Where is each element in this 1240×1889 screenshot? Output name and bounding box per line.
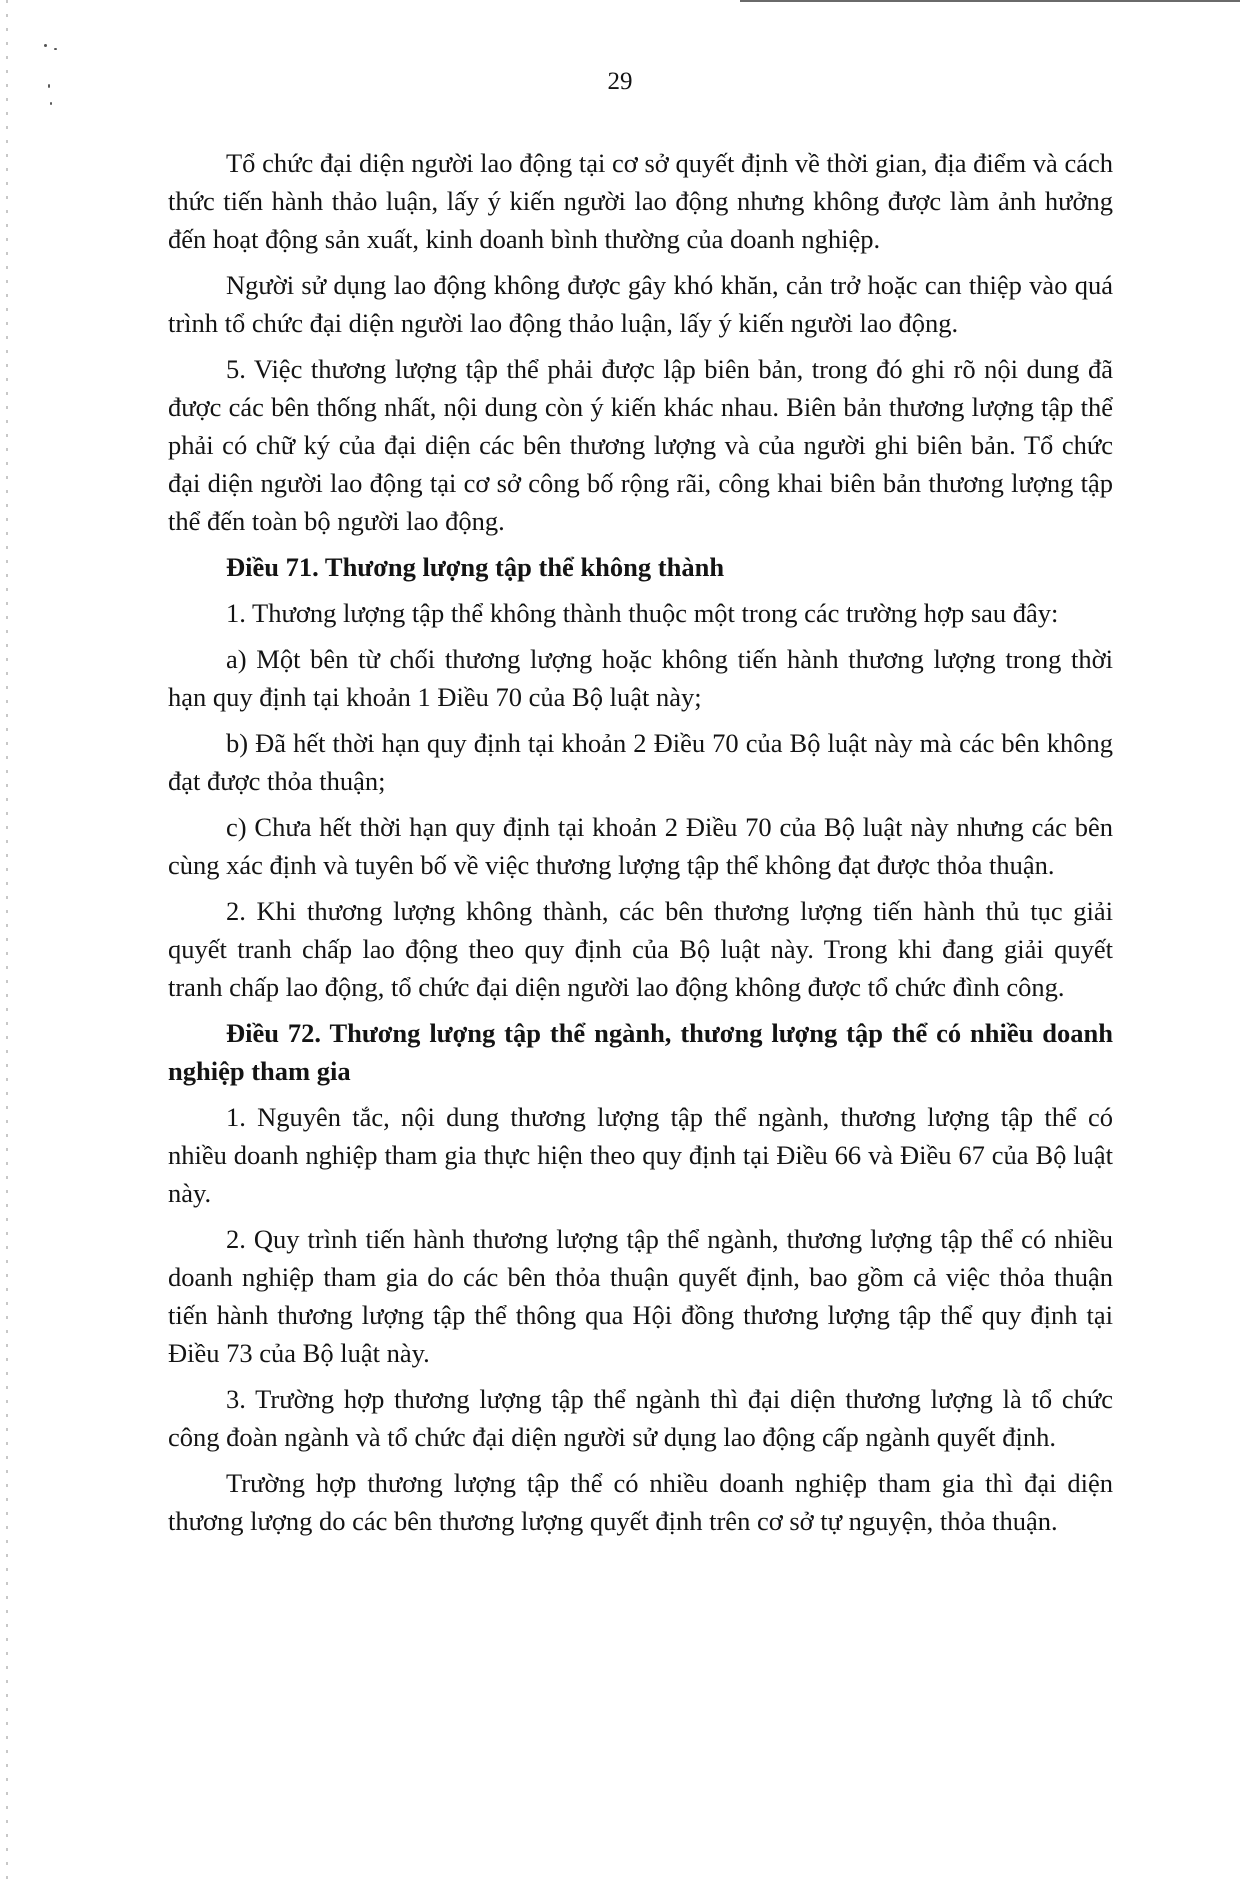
paragraph: 5. Việc thương lượng tập thể phải được lập biên bản, trong đó ghi rõ nội dung đã được các bên thống nhất, nội dung còn ý kiến khác nhau. Biên bản thương lượng tập thể phải có chữ ký của đại diện các bên thương lượng và của người ghi biên bản. Tổ chức đại diện người lao động tại cơ sở công bố rộng rãi, công khai biên bản thương lượng tập thể đến toàn bộ người lao động.	[168, 354, 1113, 536]
page-number: 29	[607, 68, 633, 95]
article-heading: Điều 71. Thương lượng tập thể không thành	[226, 552, 725, 582]
article-heading: Điều 72. Thương lượng tập thể ngành, thương lượng tập thể có nhiều doanh nghiệp tham gia	[168, 1018, 1113, 1086]
paragraph: 1. Nguyên tắc, nội dung thương lượng tập thể ngành, thương lượng tập thể có nhiều doanh nghiệp tham gia thực hiện theo quy định tại Điều 66 và Điều 67 của Bộ luật này.	[168, 1102, 1113, 1208]
paragraph: 2. Quy trình tiến hành thương lượng tập thể ngành, thương lượng tập thể có nhiều doanh nghiệp tham gia do các bên thỏa thuận quyết định, bao gồm cả việc thỏa thuận tiến hành thương lượng tập thể thông qua Hội đồng thương lượng tập thể quy định tại Điều 73 của Bộ luật này.	[168, 1224, 1113, 1368]
paragraph: Người sử dụng lao động không được gây khó khăn, cản trở hoặc can thiệp vào quá trình tổ chức đại diện người lao động thảo luận, lấy ý kiến người lao động.	[168, 270, 1113, 338]
paragraph: Tổ chức đại diện người lao động tại cơ sở quyết định về thời gian, địa điểm và cách thức tiến hành thảo luận, lấy ý kiến người lao động nhưng không được làm ảnh hưởng đến hoạt động sản xuất, kinh doanh bình thường của doanh nghiệp.	[168, 148, 1113, 254]
paragraph: a) Một bên từ chối thương lượng hoặc không tiến hành thương lượng trong thời hạn quy định tại khoản 1 Điều 70 của Bộ luật này;	[168, 644, 1113, 712]
paragraph: b) Đã hết thời hạn quy định tại khoản 2 Điều 70 của Bộ luật này mà các bên không đạt được thỏa thuận;	[168, 728, 1113, 796]
paragraph: 3. Trường hợp thương lượng tập thể ngành thì đại diện thương lượng là tổ chức công đoàn ngành và tổ chức đại diện người sử dụng lao động cấp ngành quyết định.	[168, 1384, 1113, 1452]
document-body	[168, 144, 1113, 1548]
paragraph: 1. Thương lượng tập thể không thành thuộc một trong các trường hợp sau đây:	[226, 598, 1059, 628]
paragraph: c) Chưa hết thời hạn quy định tại khoản 2 Điều 70 của Bộ luật này nhưng các bên cùng xác định và tuyên bố về việc thương lượng tập thể không đạt được thỏa thuận.	[168, 812, 1113, 880]
left-margin-scan-marks	[6, 0, 8, 1889]
top-scan-rule	[740, 0, 1240, 2]
paragraph: 2. Khi thương lượng không thành, các bên thương lượng tiến hành thủ tục giải quyết tranh chấp lao động theo quy định của Bộ luật này. Trong khi đang giải quyết tranh chấp lao động, tổ chức đại diện người lao động không được tổ chức đình công.	[168, 896, 1113, 1002]
paragraph: Trường hợp thương lượng tập thể có nhiều doanh nghiệp tham gia thì đại diện thương lượng do các bên thương lượng quyết định trên cơ sở tự nguyện, thỏa thuận.	[168, 1468, 1113, 1536]
